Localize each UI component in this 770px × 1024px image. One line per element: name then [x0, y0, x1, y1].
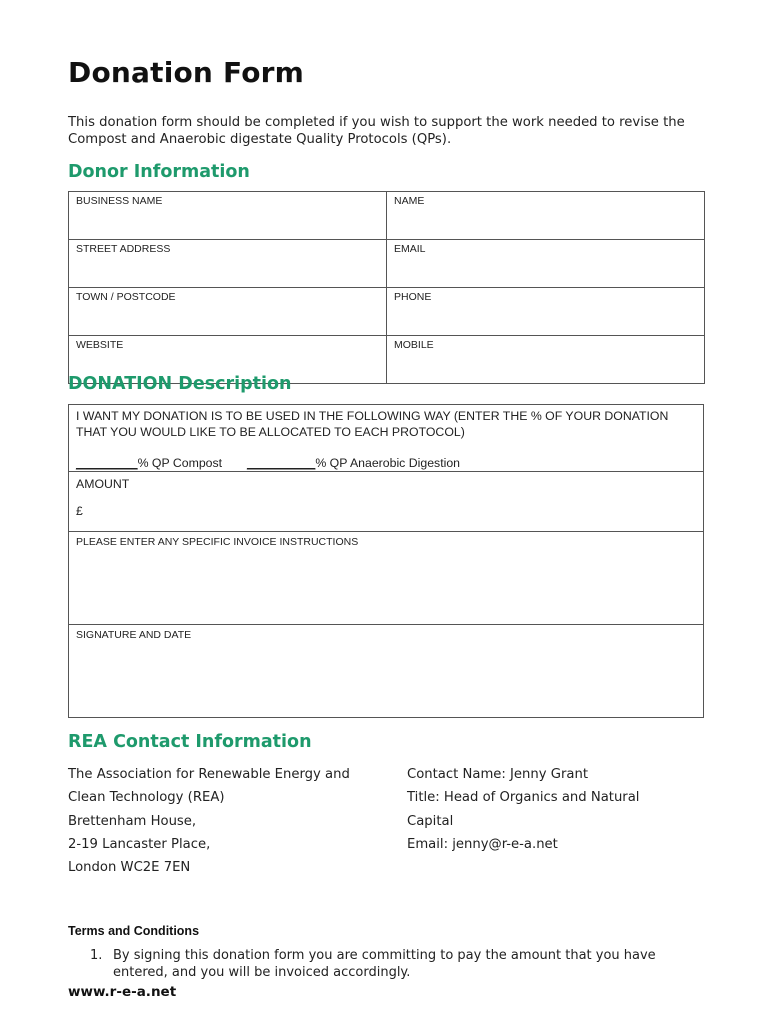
- amount-label: AMOUNT: [76, 477, 130, 491]
- address-line: Brettenham House,: [68, 813, 197, 829]
- rea-address-block: [68, 763, 388, 879]
- table-row: [69, 240, 705, 288]
- intro-paragraph: This donation form should be completed if you wish to support the work needed to revise the Compost and Anaerobic digestate Quality Protocols (QPs).: [68, 115, 685, 147]
- terms-item-number: 1.: [90, 948, 103, 963]
- address-line: The Association for Renewable Energy and: [68, 767, 350, 782]
- rea-contact-heading: REA Contact Information: [68, 732, 312, 752]
- business-name-field[interactable]: BUSINESS NAME: [69, 192, 387, 240]
- street-address-field[interactable]: STREET ADDRESS: [69, 240, 387, 288]
- contact-title-cont: Capital: [407, 813, 454, 829]
- mobile-field[interactable]: MOBILE: [387, 336, 705, 384]
- address-line: 2-19 Lancaster Place,: [68, 836, 211, 852]
- signature-date-field[interactable]: [69, 624, 703, 717]
- website-field[interactable]: WEBSITE: [69, 336, 387, 384]
- ad-percent-label: % QP Anaerobic Digestion: [315, 456, 461, 470]
- contact-email[interactable]: Email: jenny@r-e-a.net: [407, 836, 558, 852]
- donation-description-box: [68, 404, 704, 718]
- allocation-line: [76, 455, 696, 471]
- address-line: London WC2E 7EN: [68, 860, 191, 876]
- invoice-instructions-field[interactable]: [69, 531, 703, 624]
- currency-symbol: £: [76, 504, 83, 518]
- donor-info-table: [68, 191, 705, 384]
- ad-percent-input[interactable]: __________: [246, 456, 316, 470]
- phone-field[interactable]: PHONE: [387, 288, 705, 336]
- allocation-instructions: I WANT MY DONATION IS TO BE USED IN THE FOLLOWING WAY (ENTER THE % OF YOUR DONATION THAT YOU WOULD LIKE TO BE ALLOCATED TO EACH PROTOCOL): [76, 409, 669, 439]
- amount-field[interactable]: [69, 471, 703, 531]
- contact-name: Contact Name: Jenny Grant: [407, 767, 589, 782]
- donation-description-heading: DONATION Description: [68, 374, 292, 394]
- terms-heading: Terms and Conditions: [68, 924, 200, 938]
- compost-percent-label: % QP Compost: [137, 456, 223, 470]
- rea-contact-block: [407, 763, 697, 856]
- town-postcode-field[interactable]: TOWN / POSTCODE: [69, 288, 387, 336]
- compost-percent-input[interactable]: _________: [76, 456, 138, 470]
- table-row: [69, 192, 705, 240]
- name-field[interactable]: NAME: [387, 192, 705, 240]
- terms-item-text: By signing this donation form you are committing to pay the amount that you have entered, and you will be invoiced accordingly.: [113, 948, 656, 980]
- invoice-instructions-label: PLEASE ENTER ANY SPECIFIC INVOICE INSTRUCTIONS: [76, 536, 359, 548]
- address-line: Clean Technology (REA): [68, 790, 225, 806]
- footer-url[interactable]: www.r-e-a.net: [68, 984, 177, 1000]
- list-item: [90, 947, 700, 981]
- email-field[interactable]: EMAIL: [387, 240, 705, 288]
- page-title: Donation Form: [68, 56, 305, 89]
- allocation-cell: [69, 405, 703, 471]
- donor-info-heading: Donor Information: [68, 162, 250, 182]
- signature-date-label: SIGNATURE AND DATE: [76, 629, 192, 641]
- contact-title: Title: Head of Organics and Natural: [407, 790, 640, 806]
- table-row: [69, 288, 705, 336]
